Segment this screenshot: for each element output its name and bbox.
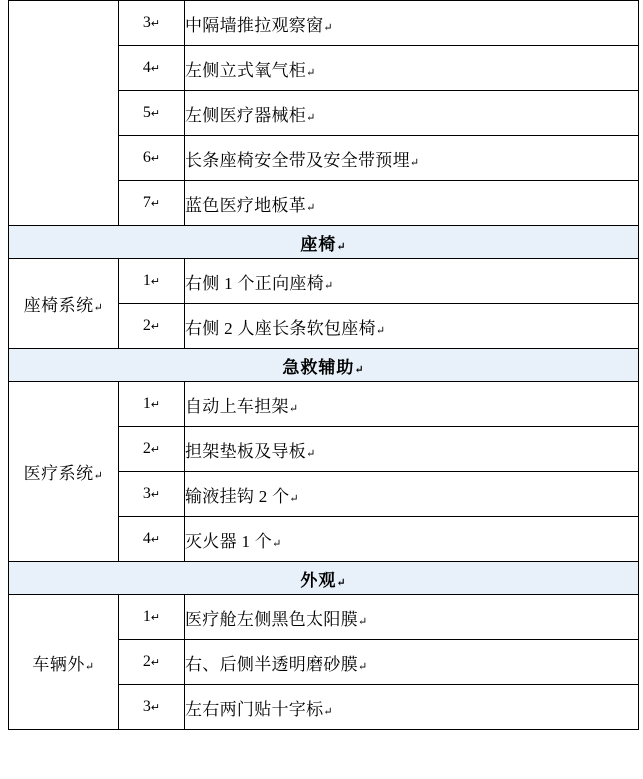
category-cell-medical-system: 医疗系统↵ bbox=[9, 382, 119, 562]
paragraph-mark: ↵ bbox=[150, 108, 161, 120]
row-number: 5↵ bbox=[119, 91, 185, 136]
section-row bbox=[9, 562, 639, 595]
section-row bbox=[9, 226, 639, 259]
row-item: 输液挂钩 2 个↵ bbox=[185, 472, 639, 517]
paragraph-mark: ↵ bbox=[93, 302, 104, 314]
row-item: 左右两门贴十字标↵ bbox=[185, 685, 639, 730]
table-row bbox=[9, 1, 639, 46]
paragraph-mark: ↵ bbox=[306, 111, 316, 124]
paragraph-mark: ↵ bbox=[358, 660, 368, 673]
paragraph-mark: ↵ bbox=[306, 66, 316, 79]
paragraph-mark: ↵ bbox=[84, 660, 95, 673]
row-number: 3↵ bbox=[119, 685, 185, 730]
paragraph-mark: ↵ bbox=[150, 534, 161, 546]
section-header-seats: 座椅↵ bbox=[9, 226, 639, 259]
paragraph-mark: ↵ bbox=[336, 576, 347, 589]
paragraph-mark: ↵ bbox=[150, 657, 161, 669]
row-item: 右侧 1 个正向座椅↵ bbox=[185, 259, 639, 304]
paragraph-mark: ↵ bbox=[358, 615, 368, 628]
row-item: 左侧立式氧气柜↵ bbox=[185, 46, 639, 91]
row-item: 灭火器 1 个↵ bbox=[185, 517, 639, 562]
paragraph-mark: ↵ bbox=[375, 324, 386, 337]
row-number: 7↵ bbox=[119, 181, 185, 226]
row-number: 3↵ bbox=[119, 1, 185, 46]
row-item: 左侧医疗器械柜↵ bbox=[185, 91, 639, 136]
paragraph-mark: ↵ bbox=[150, 489, 161, 501]
row-item: 医疗舱左侧黑色太阳膜↵ bbox=[185, 595, 639, 640]
table-row bbox=[9, 382, 639, 427]
row-item: 右、后侧半透明磨砂膜↵ bbox=[185, 640, 639, 685]
row-number: 1↵ bbox=[119, 382, 185, 427]
paragraph-mark: ↵ bbox=[150, 399, 161, 411]
section-header-emergency-aid: 急救辅助↵ bbox=[9, 349, 639, 382]
row-item: 担架垫板及导板↵ bbox=[185, 427, 639, 472]
paragraph-mark: ↵ bbox=[150, 612, 161, 624]
section-row bbox=[9, 349, 639, 382]
paragraph-mark: ↵ bbox=[150, 702, 161, 714]
row-number: 2↵ bbox=[119, 427, 185, 472]
paragraph-mark: ↵ bbox=[323, 705, 333, 718]
paragraph-mark: ↵ bbox=[150, 321, 161, 333]
category-cell-seat-system: 座椅系统↵ bbox=[9, 259, 119, 349]
configuration-table bbox=[8, 0, 639, 730]
row-number: 3↵ bbox=[119, 472, 185, 517]
row-number: 4↵ bbox=[119, 517, 185, 562]
paragraph-mark: ↵ bbox=[323, 21, 333, 34]
section-header-appearance: 外观↵ bbox=[9, 562, 639, 595]
paragraph-mark: ↵ bbox=[306, 201, 316, 214]
paragraph-mark: ↵ bbox=[336, 240, 347, 253]
row-number: 4↵ bbox=[119, 46, 185, 91]
paragraph-mark: ↵ bbox=[150, 444, 161, 456]
row-item: 自动上车担架↵ bbox=[185, 382, 639, 427]
table-body bbox=[9, 1, 639, 730]
table-row bbox=[9, 259, 639, 304]
paragraph-mark: ↵ bbox=[150, 276, 161, 288]
paragraph-mark: ↵ bbox=[93, 470, 104, 482]
row-number: 6↵ bbox=[119, 136, 185, 181]
row-number: 2↵ bbox=[119, 640, 185, 685]
row-item: 右侧 2 人座长条软包座椅↵ bbox=[185, 304, 639, 349]
category-cell-vehicle-exterior: 车辆外↵ bbox=[9, 595, 119, 730]
paragraph-mark: ↵ bbox=[409, 156, 420, 169]
category-cell-continued bbox=[9, 1, 119, 226]
paragraph-mark: ↵ bbox=[150, 63, 161, 75]
row-number: 2↵ bbox=[119, 304, 185, 349]
paragraph-mark: ↵ bbox=[272, 537, 282, 550]
row-number: 1↵ bbox=[119, 595, 185, 640]
paragraph-mark: ↵ bbox=[289, 492, 299, 505]
paragraph-mark: ↵ bbox=[150, 18, 161, 30]
row-number: 1↵ bbox=[119, 259, 185, 304]
table-row bbox=[9, 595, 639, 640]
paragraph-mark: ↵ bbox=[306, 447, 316, 460]
row-item: 蓝色医疗地板革↵ bbox=[185, 181, 639, 226]
row-item: 中隔墙推拉观察窗↵ bbox=[185, 1, 639, 46]
row-item: 长条座椅安全带及安全带预埋↵ bbox=[185, 136, 639, 181]
paragraph-mark: ↵ bbox=[354, 363, 365, 376]
paragraph-mark: ↵ bbox=[150, 153, 161, 165]
paragraph-mark: ↵ bbox=[288, 402, 299, 415]
paragraph-mark: ↵ bbox=[324, 279, 334, 292]
paragraph-mark: ↵ bbox=[150, 198, 161, 210]
